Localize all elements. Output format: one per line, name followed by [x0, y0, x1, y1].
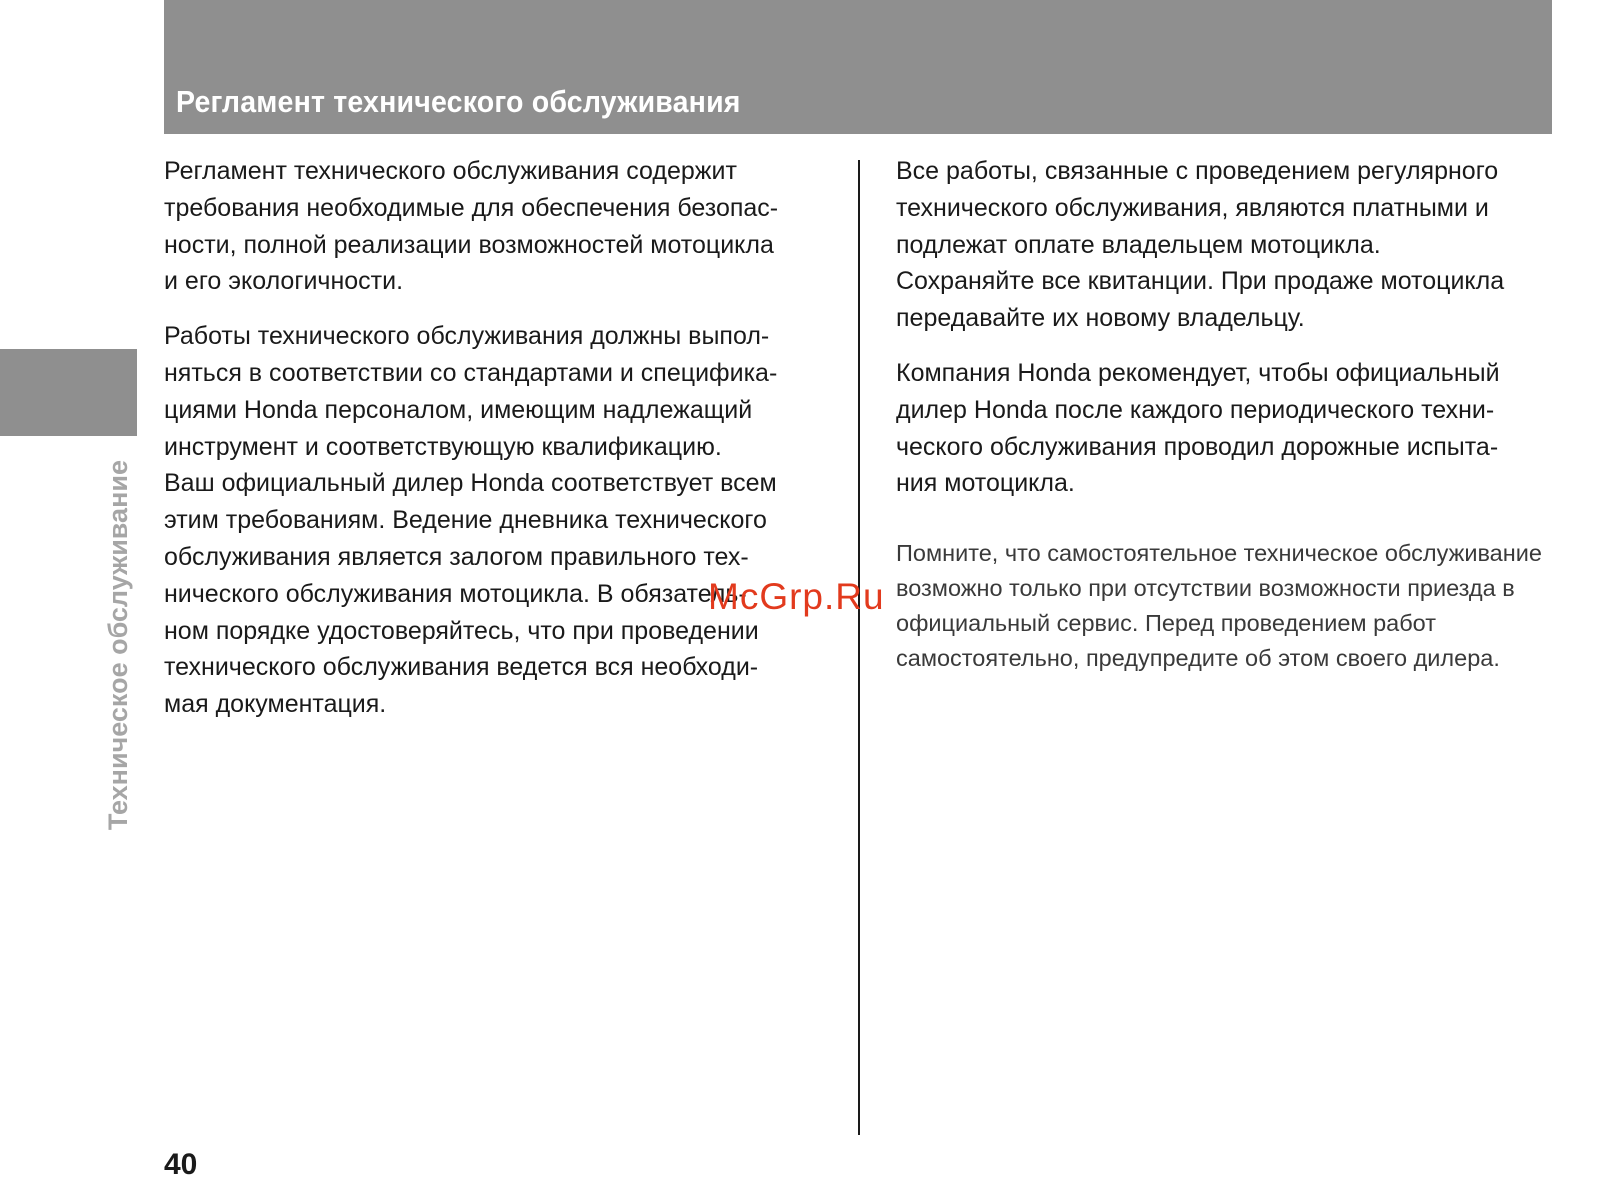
text-line: возможно только при отсутствии возможности приезда в [896, 575, 1515, 602]
right-paragraph-2 [896, 355, 1556, 502]
header-band [164, 0, 1552, 134]
section-side-label-text: Техническое обслуживание [103, 460, 133, 831]
left-column [164, 153, 824, 741]
text-line: самостоятельно, предупредите об этом своего дилера. [896, 645, 1500, 672]
text-line: ном порядке удостоверяйтесь, что при проведении [164, 616, 759, 645]
left-paragraph-1 [164, 153, 824, 300]
text-line: технического обслуживания ведется вся необходи- [164, 653, 759, 682]
text-line: обслуживания является залогом правильного тех- [164, 542, 749, 571]
column-divider [858, 160, 860, 1135]
text-line: ческого обслуживания проводил дорожные испыта- [896, 432, 1499, 461]
text-line: Все работы, связанные с проведением регулярного [896, 157, 1499, 185]
maintenance-note [896, 536, 1556, 676]
text-line: Регламент технического обслуживания содержит [164, 157, 737, 185]
text-line: Ваш официальный дилер Honda соответствует всем [164, 469, 777, 498]
text-line: официальный сервис. Перед проведением работ [896, 610, 1436, 637]
right-column [896, 153, 1556, 694]
text-line: передавайте их новому владельцу. [896, 304, 1305, 333]
text-line: технического обслуживания, являются платными и [896, 193, 1489, 222]
text-line: циями Honda персоналом, имеющим надлежащий [164, 395, 753, 424]
right-paragraph-1 [896, 153, 1556, 337]
text-line: нического обслуживания мотоцикла. В обязатель- [164, 579, 747, 608]
text-line: ности, полной реализации возможностей мотоцикла [164, 230, 774, 259]
watermark: McGrp.Ru [708, 576, 885, 617]
text-line: подлежат оплате владельцем мотоцикла. [896, 230, 1381, 259]
text-line: и его экологичности. [164, 267, 404, 296]
text-line: мая документация. [164, 690, 387, 719]
text-line: дилер Honda после каждого периодического техни- [896, 395, 1495, 424]
section-tab-marker [0, 349, 137, 436]
section-side-label [100, 460, 136, 845]
text-line: инструмент и соответствующую квалификацию. [164, 432, 722, 461]
text-line: Сохраняйте все квитанции. При продаже мотоцикла [896, 267, 1505, 296]
text-line: Работы технического обслуживания должны выпол- [164, 322, 770, 351]
page-title: Регламент технического обслуживания [176, 84, 741, 119]
text-line: ния мотоцикла. [896, 469, 1075, 498]
text-line: няться в соответствии со стандартами и специфика- [164, 358, 778, 387]
text-line: Компания Honda рекомендует, чтобы официальный [896, 358, 1500, 387]
text-line: требования необходимые для обеспечения безопас- [164, 193, 779, 222]
text-line: этим требованиям. Ведение дневника технического [164, 506, 767, 535]
page-number: 40 [164, 1148, 198, 1181]
text-line: Помните, что самостоятельное техническое обслуживание [896, 540, 1542, 567]
left-paragraph-2 [164, 318, 824, 723]
